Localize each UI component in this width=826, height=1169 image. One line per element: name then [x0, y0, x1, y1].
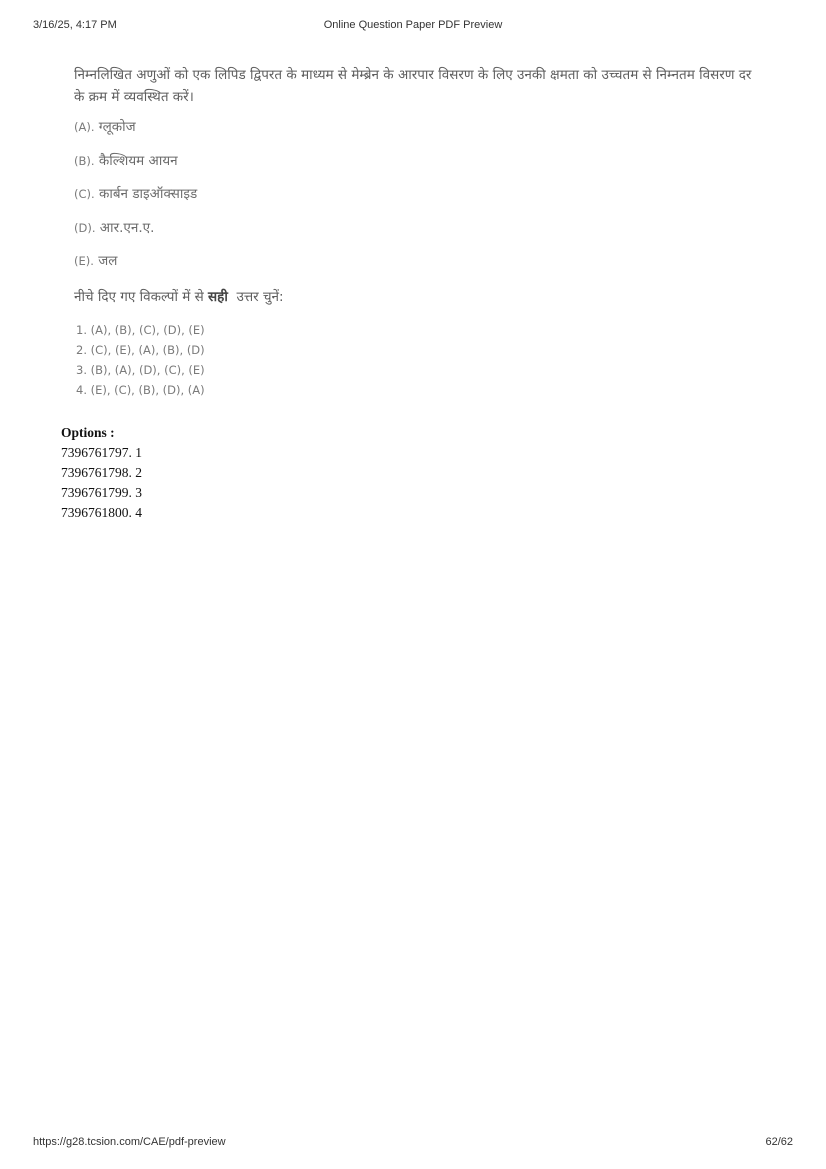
option-item: 7396761800. 4: [61, 505, 142, 520]
statement-text: आर.एन.ए.: [99, 219, 155, 236]
option-item: 7396761797. 1: [61, 445, 142, 460]
option-item: 7396761798. 2: [61, 465, 142, 480]
options-block: [61, 423, 142, 523]
statement-text: जल: [98, 253, 118, 269]
document-title: Online Question Paper PDF Preview: [323, 19, 503, 31]
statement-e: [74, 252, 764, 286]
statement-a: [74, 118, 764, 152]
statement-label: (A).: [74, 120, 95, 134]
statement-label: (C).: [74, 187, 95, 201]
choice-item: 3. (B), (A), (D), (C), (E): [76, 362, 205, 377]
statement-text: ग्लूकोज: [98, 119, 136, 135]
instruction-before: नीचे दिए गए विकल्पों में से: [74, 288, 204, 305]
instruction-after: उत्तर चुनें:: [236, 288, 284, 305]
choice-item: 1. (A), (B), (C), (D), (E): [76, 322, 205, 337]
print-datetime: 3/16/25, 4:17 PM: [33, 19, 117, 31]
question-block: [74, 64, 764, 400]
options-heading: Options :: [61, 425, 115, 440]
statement-label: (D).: [74, 220, 96, 235]
statement-text: कैल्शियम आयन: [98, 152, 178, 169]
option-item: 7396761799. 3: [61, 485, 142, 500]
statement-label: (E).: [74, 254, 94, 268]
statement-d: [74, 219, 764, 253]
choice-item: 2. (C), (E), (A), (B), (D): [76, 342, 205, 357]
statement-label: (B).: [74, 153, 95, 168]
choice-item: 4. (E), (C), (B), (D), (A): [76, 382, 205, 397]
statement-c: [74, 185, 764, 219]
statement-text: कार्बन डाइऑक्साइड: [98, 186, 198, 202]
instruction: [74, 288, 764, 306]
page-number: 62/62: [765, 1136, 793, 1148]
instruction-emphasis: सही: [208, 288, 228, 305]
statement-b: [74, 152, 764, 186]
answer-choices: [74, 320, 764, 400]
question-text: निम्नलिखित अणुओं को एक लिपिड द्विपरत के माध्यम से मेम्ब्रेन के आरपार विसरण के लिए उनकी क्षमता को उच्चतम से निम्नतम विसरण दर के क्रम में व्यवस्थित करें।: [74, 67, 752, 105]
page-url: https://g28.tcsion.com/CAE/pdf-preview: [33, 1136, 226, 1148]
